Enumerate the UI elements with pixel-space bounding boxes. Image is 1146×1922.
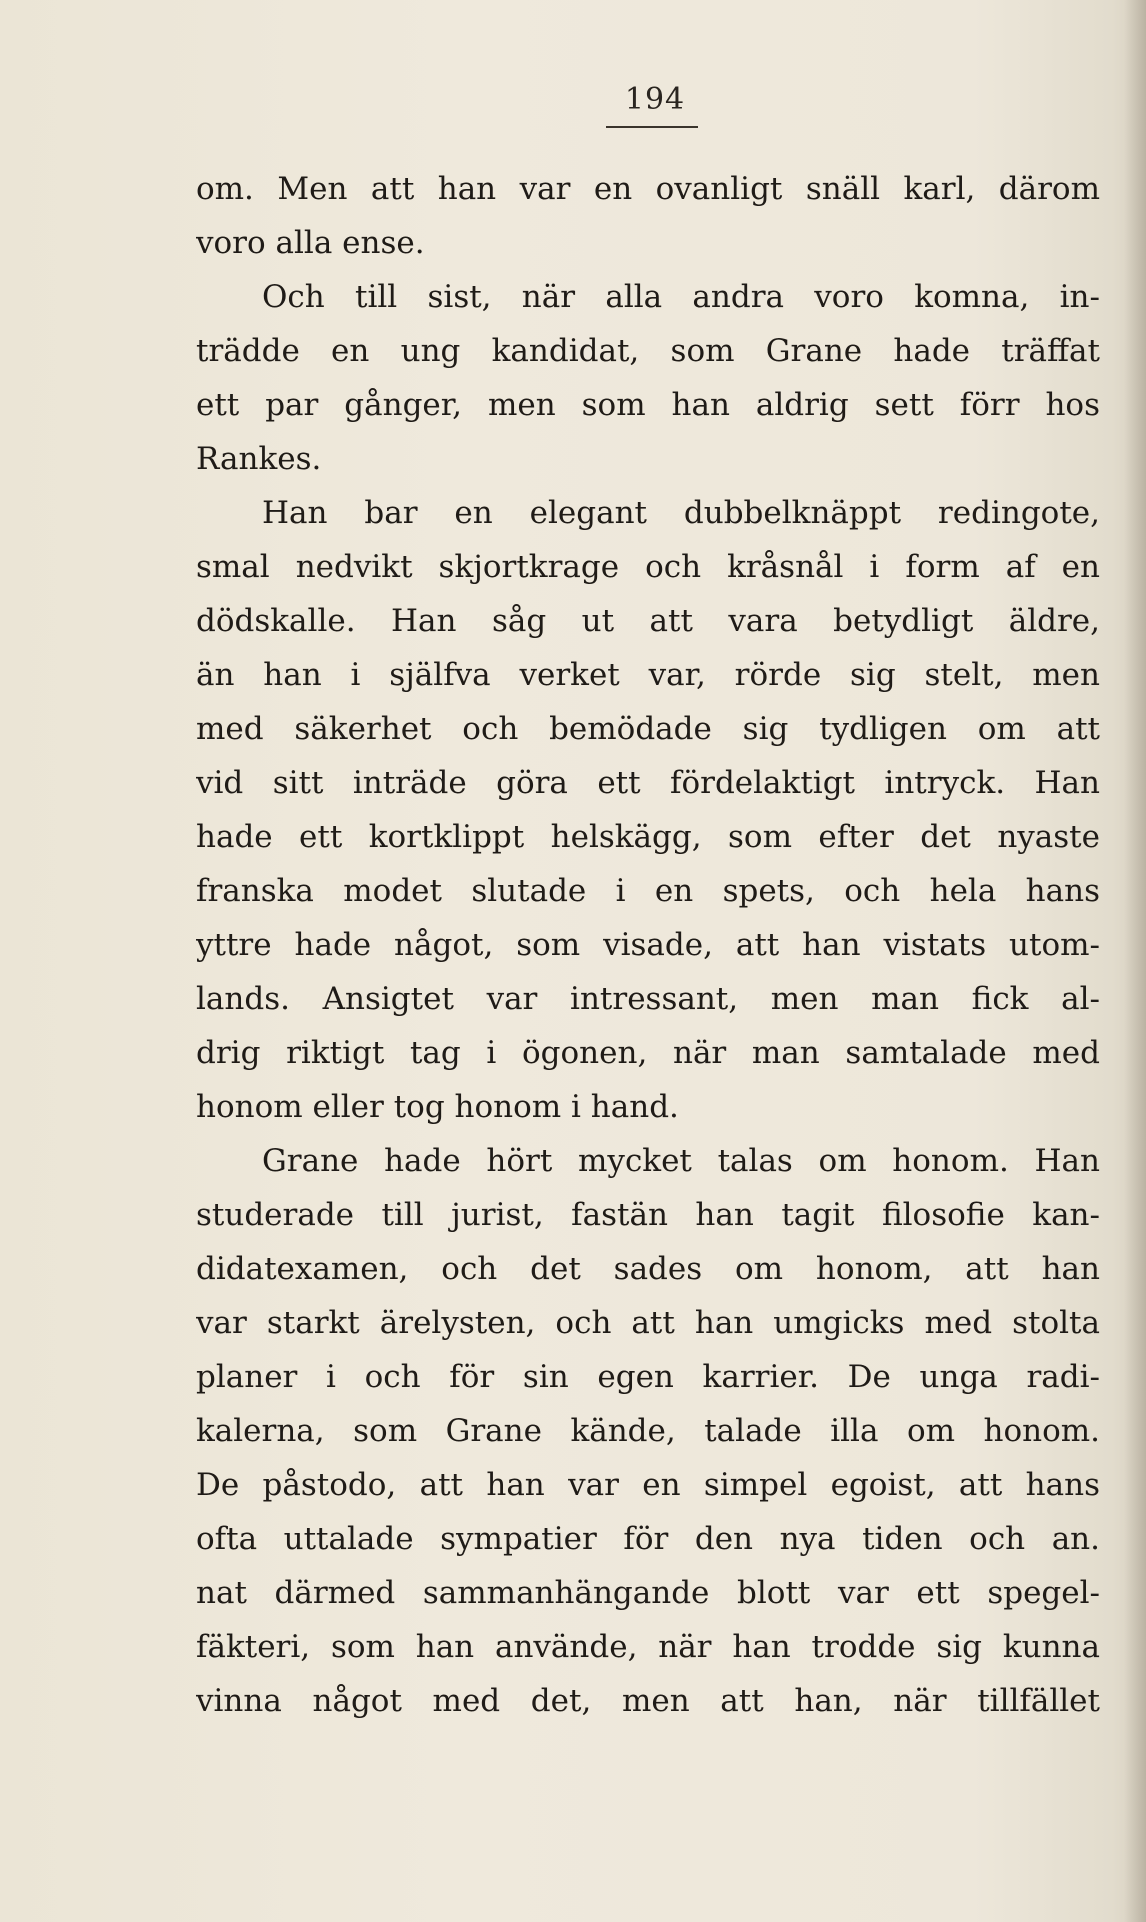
body-text	[196, 162, 1100, 1728]
text-line: än han i själfva verket var, rörde sig stelt, men	[196, 657, 1100, 693]
text-line: drig riktigt tag i ögonen, när man samtalade med	[196, 1035, 1100, 1071]
text-line: Han bar en elegant dubbelknäppt redingote,	[262, 495, 1100, 531]
text-line: studerade till jurist, fastän han tagit filosofie kan-	[196, 1197, 1100, 1233]
text-line: vid sitt inträde göra ett fördelaktigt intryck. Han	[196, 765, 1100, 801]
text-line: franska modet slutade i en spets, och hela hans	[196, 873, 1100, 909]
text-line: var starkt ärelysten, och att han umgicks med stolta	[196, 1305, 1100, 1341]
text-line: dödskalle. Han såg ut att vara betydligt äldre,	[196, 603, 1100, 639]
text-line: smal nedvikt skjortkrage och kråsnål i form af en	[196, 549, 1100, 585]
text-line: nat därmed sammanhängande blott var ett spegel-	[196, 1575, 1100, 1611]
text-line: fäkteri, som han använde, när han trodde sig kunna	[196, 1629, 1100, 1665]
page-number: 194	[624, 82, 686, 117]
text-line: Grane hade hört mycket talas om honom. Han	[262, 1143, 1100, 1179]
text-line: voro alla ense.	[196, 225, 425, 261]
text-line: ofta uttalade sympatier för den nya tiden och an.	[196, 1521, 1100, 1557]
text-line: lands. Ansigtet var intressant, men man fick al-	[196, 981, 1100, 1017]
page-edge-shadow	[1124, 0, 1146, 1922]
text-line: hade ett kortklippt helskägg, som efter det nyaste	[196, 819, 1100, 855]
text-line: planer i och för sin egen karrier. De unga radi-	[196, 1359, 1100, 1395]
text-line: didatexamen, och det sades om honom, att han	[196, 1251, 1100, 1287]
page-number-rule	[606, 126, 698, 128]
text-line: Och till sist, när alla andra voro komna, in-	[262, 279, 1100, 315]
text-line: Rankes.	[196, 441, 322, 477]
text-line: med säkerhet och bemödade sig tydligen om att	[196, 711, 1100, 747]
text-line: De påstodo, att han var en simpel egoist, att hans	[196, 1467, 1100, 1503]
text-line: kalerna, som Grane kände, talade illa om honom.	[196, 1413, 1100, 1449]
text-line: honom eller tog honom i hand.	[196, 1089, 679, 1125]
text-line: vinna något med det, men att han, när tillfället	[196, 1683, 1100, 1719]
text-line: ett par gånger, men som han aldrig sett förr hos	[196, 387, 1100, 423]
text-line: trädde en ung kandidat, som Grane hade träffat	[196, 333, 1100, 369]
text-line: om. Men att han var en ovanligt snäll karl, därom	[196, 171, 1100, 207]
text-line: yttre hade något, som visade, att han vistats utom-	[196, 927, 1100, 963]
